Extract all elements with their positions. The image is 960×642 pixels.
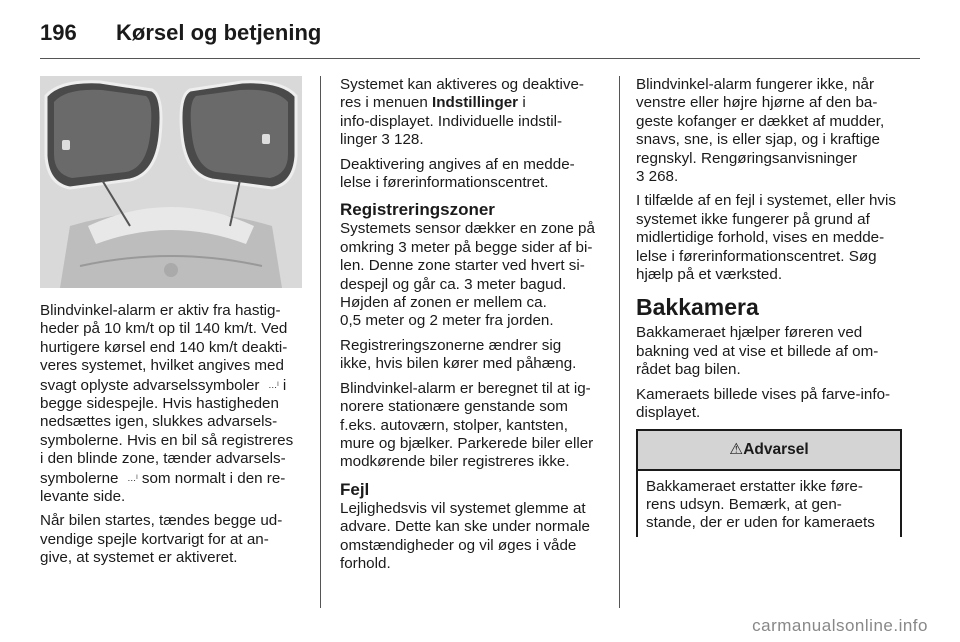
heading-detection-zones: Registreringszoner	[340, 200, 495, 220]
paragraph-stationary: Blindvinkel-alarm er beregnet til at ig- norere stationære genstande som f.eks. autoværn, stolper, kantsten, mure og bjælker. Parkerede biler eller modkørende biler registreres ikke.	[340, 379, 594, 471]
column-right	[636, 76, 902, 537]
paragraph-trailer: Registreringszonerne ændrer sig ikke, hvis bilen kører med påhæng.	[340, 336, 577, 373]
column-divider	[619, 76, 620, 608]
warning-triangle-icon: ⚠	[729, 440, 744, 458]
side-mirror-illustration	[40, 76, 302, 288]
page-reference: 3 268.	[636, 168, 679, 186]
paragraph-camera-display: Kameraets billede vises på farve-info- displayet.	[636, 385, 891, 422]
blind-spot-symbol-icon	[262, 134, 270, 144]
page-reference: 3 128.	[381, 131, 424, 149]
page-number: 196	[40, 20, 77, 45]
paragraph-startup: Når bilen startes, tændes begge ud- vendige spejle kortvarigt for at an- give, at systemet er aktiveret.	[40, 512, 283, 567]
watermark: carmanualsonline.info	[752, 616, 928, 635]
column-middle	[340, 76, 602, 579]
warning-header	[638, 431, 900, 471]
header-divider	[40, 58, 920, 59]
heading-rear-camera: Bakkamera	[636, 294, 759, 321]
mirror-figure-svg	[40, 76, 302, 288]
paragraph-deactivate: Deaktivering angives af en medde- lelse i førerinformationscentret.	[340, 155, 575, 192]
warning-text: Bakkameraet erstatter ikke føre- rens udsyn. Bemærk, at gen- stande, der er uden for kameraets	[646, 477, 875, 532]
warning-box	[636, 429, 902, 537]
heading-fault: Fejl	[340, 479, 370, 499]
paragraph-system-fault: I tilfælde af en fejl i systemet, eller hvis systemet ikke fungerer på grund af midlertidige forhold, vises en medde- lelse i førerinformationscentret. Søg hjælp på et værksted.	[636, 192, 896, 284]
paragraph-camera-help: Bakkameraet hjælper føreren ved bakning ved at vise et billede af om- rådet bag bilen.	[636, 324, 879, 379]
paragraph-zone-size: Systemets sensor dækker en zone på omkring 3 meter på begge sider af bi- len. Denne zone starter ved hvert si- despejl og går ca. 3 meter bagud. Højden af zonen er mellem ca. 0,5 meter og 2 meter fra jorden.	[340, 220, 595, 330]
blind-spot-symbol-icon: …ˡ	[122, 472, 138, 483]
warning-title: Advarsel	[743, 440, 809, 458]
blind-spot-symbol-icon: …ˡ	[263, 379, 279, 390]
page-title: Kørsel og betjening	[116, 20, 322, 45]
page-header	[40, 18, 920, 48]
paragraph-active-speed: Blindvinkel-alarm er aktiv fra hastig- heder på 10 km/t op til 140 km/t. Ved hurtigere kørsel end 140 km/t deakti- veres systemet, hvilket angives med svagt oplyste advarselssymboler …ˡ i begge sidespejle. Hvis hastigheden nedsættes igen, slukkes advarsels- symbolerne. Hvis en bil så registreres i den blinde zone, tænder advarsels- symbolerne …ˡ som normalt i den re- levante side.	[40, 302, 294, 506]
menu-name-settings: Indstillinger	[432, 94, 519, 112]
paragraph-fault: Lejlighedsvis vil systemet glemme at advare. Dette kan ske under normale omstændigheder og vil øges i våde forhold.	[340, 499, 590, 572]
paragraph-activate: Systemet kan aktiveres og deaktive- res i menuen Indstillinger i info-displayet. Individuelle indstil- linger 3 128.	[340, 76, 584, 149]
blind-spot-symbol-icon	[62, 140, 70, 150]
column-left	[40, 76, 302, 574]
column-divider	[320, 76, 321, 608]
paragraph-not-working: Blindvinkel-alarm fungerer ikke, når venstre eller højre hjørne af den ba- geste kofanger er dækket af mudder, snavs, sne, is eller sjap, og i kraftige regnskyl. Rengøringsanvisninger 3 268.	[636, 76, 885, 186]
